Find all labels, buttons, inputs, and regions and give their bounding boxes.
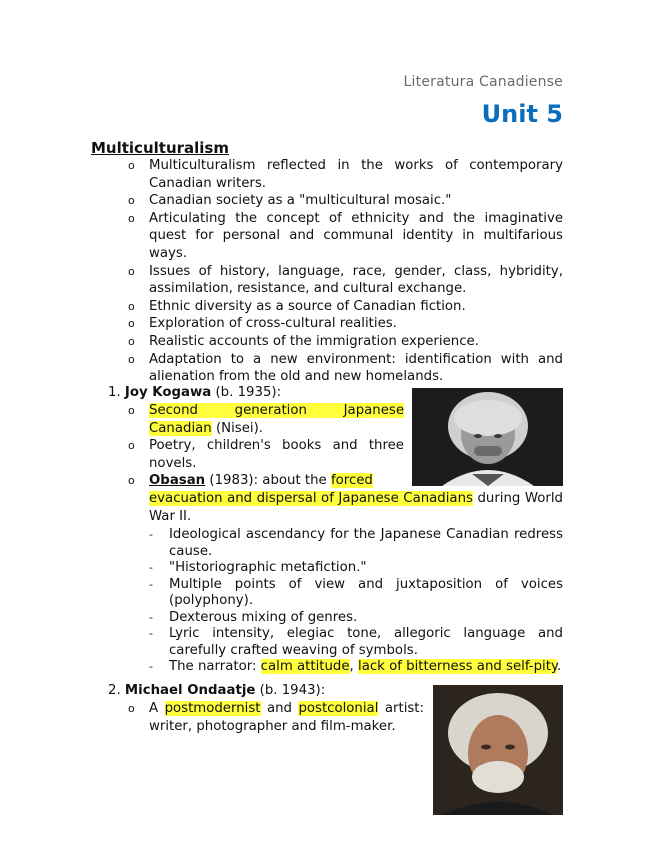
author-name: Joy Kogawa [124, 385, 212, 400]
author-heading-kogawa [108, 384, 281, 402]
text: (Nisei). [211, 420, 263, 436]
list-item [128, 700, 424, 735]
list-item: o Realistic accounts of the immigration experience. [128, 333, 563, 351]
portrait-icon [412, 388, 563, 486]
list-item: o Issues of history, language, race, gender, class, hybridity, assimilation, resistance, and cultural exchange. [128, 263, 563, 298]
text: A [149, 701, 165, 716]
section-title: Multiculturalism [91, 139, 229, 157]
author-number: 2. [108, 683, 121, 698]
sub-item: - "Historiographic metafiction." [149, 560, 563, 577]
text: and [260, 701, 299, 716]
sub-item [149, 659, 563, 676]
list-item [128, 472, 563, 675]
sub-item: - Ideological ascendancy for the Japanese Canadian redress cause. [149, 527, 563, 560]
text: during World War II. [149, 490, 563, 524]
author-photo-kogawa [412, 388, 563, 486]
highlight: calm attitude [260, 659, 350, 675]
highlight: postmodernist [164, 701, 261, 716]
list-item: o Exploration of cross-cultural realities. [128, 315, 563, 333]
multiculturalism-list [128, 157, 563, 386]
sub-item: - Lyric intensity, elegiac tone, allegoric language and carefully crafted weaving of symbols. [149, 626, 563, 659]
portrait-icon [433, 685, 563, 815]
highlight: lack of bitterness and self-pity [358, 659, 557, 675]
list-item: o Articulating the concept of ethnicity and the imaginative quest for personal and communal identity in multifarious ways. [128, 210, 563, 263]
text: , [349, 659, 359, 675]
sub-item: - Multiple points of view and juxtaposition of voices (polyphony). [149, 577, 563, 610]
author-name: Michael Ondaatje [124, 683, 256, 698]
author-dates: (b. 1935): [211, 385, 282, 400]
highlight: forced [330, 473, 373, 489]
highlight: Second generation Japanese Canadian [149, 403, 404, 436]
sub-item: - Dexterous mixing of genres. [149, 610, 563, 627]
text: artist: writer, photographer and film-maker. [149, 701, 425, 734]
highlight: postcolonial [298, 701, 379, 716]
author-dates: (b. 1943): [255, 683, 326, 698]
text: . [556, 659, 562, 675]
ondaatje-list [128, 700, 424, 735]
author-number: 1. [108, 385, 121, 400]
list-item: o Multiculturalism reflected in the works of contemporary Canadian writers. [128, 157, 563, 192]
text: The narrator: [169, 659, 261, 675]
obasan-sublist [149, 527, 563, 676]
list-item: o Ethnic diversity as a source of Canadian fiction. [128, 298, 563, 316]
highlight: evacuation and dispersal of Japanese Canadians [149, 490, 473, 506]
list-item: o Canadian society as a "multicultural mosaic." [128, 192, 563, 210]
author-heading-ondaatje [108, 682, 325, 700]
list-item: o Adaptation to a new environment: identification with and alienation from the old and new homelands. [128, 351, 563, 386]
course-name: Literatura Canadiense [403, 74, 563, 90]
text: (1983): about the [205, 473, 331, 489]
author-photo-ondaatje [433, 685, 563, 815]
list-item: o Poetry, children's books and three novels. [128, 437, 404, 472]
list-item [128, 402, 404, 437]
unit-title: Unit 5 [481, 100, 563, 128]
book-title-obasan: Obasan [149, 473, 206, 489]
